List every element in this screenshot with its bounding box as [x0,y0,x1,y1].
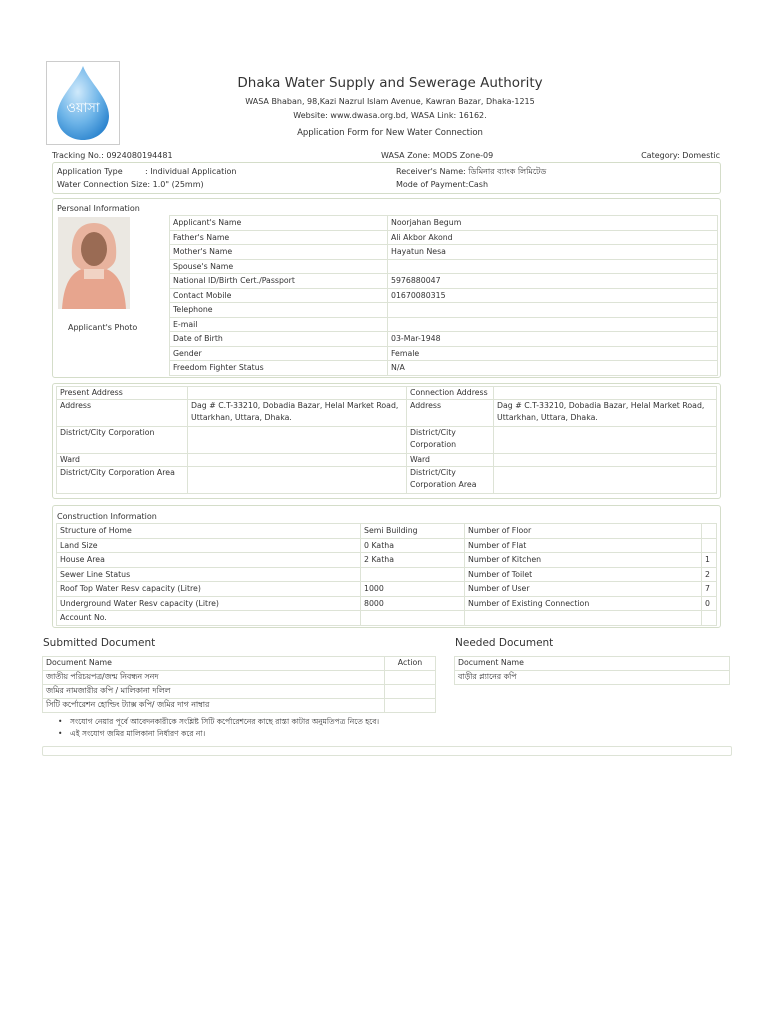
personal-info-row [170,230,718,245]
construction-value-2 [702,611,717,626]
connection-address-value: Dag # C.T-33210, Dobadia Bazar, Helal Market Road, Uttarkhan, Uttara, Dhaka. [494,400,717,427]
footer-bar [42,746,732,756]
address-table [56,386,717,494]
personal-info-row [170,288,718,303]
wasa-zone: WASA Zone: MODS Zone-09 [381,151,494,160]
connection-address-label: District/City Corporation Area [407,467,494,494]
category: Category: Domestic [641,151,720,160]
construction-title: Construction Information [57,512,157,521]
field-label: Spouse's Name [170,259,388,274]
construction-row [57,553,717,568]
field-value: Hayatun Nesa [388,245,718,260]
org-title: Dhaka Water Supply and Sewerage Authority [237,75,543,91]
address-row [57,400,717,427]
field-value: 5976880047 [388,274,718,289]
document-name: জমির নামজারীর কপি / মালিকানা দলিল [43,685,385,699]
construction-label: Land Size [57,538,361,553]
construction-label-2: Number of Floor [465,524,702,539]
field-value: Ali Akbor Akond [388,230,718,245]
construction-row [57,582,717,597]
address-row [57,427,717,454]
present-address-label: Address [57,400,188,427]
personal-info-table [169,215,718,376]
personal-info-row [170,361,718,376]
connection-address-title: Connection Address [407,387,494,400]
field-label: Contact Mobile [170,288,388,303]
field-value [388,317,718,332]
field-label: Gender [170,346,388,361]
submitted-doc-row [43,685,436,699]
construction-value [361,611,465,626]
address-box [52,383,721,499]
construction-value-2 [702,538,717,553]
field-value: 01670080315 [388,288,718,303]
construction-label-2: Number of Existing Connection [465,596,702,611]
document-name: সিটি কর্পোরেশন হোল্ডিং ট্যাক্স কপি/ জমির দাগ নাম্বার [43,699,385,713]
application-box [52,162,721,194]
address-row [57,454,717,467]
field-label: Freedom Fighter Status [170,361,388,376]
construction-label-2: Number of Kitchen [465,553,702,568]
construction-table [56,523,717,626]
present-address-title: Present Address [57,387,188,400]
present-address-value [188,427,407,454]
construction-value-2: 0 [702,596,717,611]
personal-info-row [170,346,718,361]
construction-value: 2 Katha [361,553,465,568]
note-2: • এই সংযোগ জমির মালিকানা নির্ধারণ করে না। [58,729,206,738]
needed-doc-row [455,671,730,685]
field-value: 03-Mar-1948 [388,332,718,347]
submitted-doc-table [42,656,436,713]
present-address-label: District/City Corporation Area [57,467,188,494]
personal-info-row [170,303,718,318]
empty-cell [494,387,717,400]
logo-text: ওয়াসা [66,101,100,116]
empty-cell [188,387,407,400]
field-label: Applicant's Name [170,216,388,231]
construction-label: Roof Top Water Resv capacity (Litre) [57,582,361,597]
connection-address-value [494,467,717,494]
receiver-value: : ডিমিনার ব্যাংক লিমিটেড [463,167,547,176]
submitted-doc-row [43,671,436,685]
construction-label-2: Number of User [465,582,702,597]
field-value [388,303,718,318]
address-row [57,467,717,494]
field-value [388,259,718,274]
submitted-doc-row [43,699,436,713]
col-document-name: Document Name [43,657,385,671]
construction-label-2: Number of Toilet [465,567,702,582]
field-label: National ID/Birth Cert./Passport [170,274,388,289]
col-action: Action [385,657,436,671]
construction-value: 1000 [361,582,465,597]
org-website: Website: www.dwasa.org.bd, WASA Link: 16162. [293,111,487,120]
construction-value-2: 2 [702,567,717,582]
note-text: এই সংযোগ জমির মালিকানা নির্ধারণ করে না। [70,729,206,738]
document-action [385,699,436,713]
wasa-logo [46,61,120,145]
construction-value: Semi Building [361,524,465,539]
field-label: Telephone [170,303,388,318]
connection-address-label: Address [407,400,494,427]
submitted-doc-title: Submitted Document [43,637,156,649]
construction-label: Account No. [57,611,361,626]
field-label: Mother's Name [170,245,388,260]
field-value: Noorjahan Begum [388,216,718,231]
document-name: জাতীয় পরিচয়পত্র/জন্ম নিবন্ধন সনদ [43,671,385,685]
construction-value-2: 1 [702,553,717,568]
field-label: Father's Name [170,230,388,245]
needed-doc-table [454,656,730,685]
present-address-value [188,454,407,467]
construction-label-2: Number of Flat [465,538,702,553]
connection-address-label: Ward [407,454,494,467]
personal-info-row [170,332,718,347]
personal-info-row [170,317,718,332]
construction-value: 0 Katha [361,538,465,553]
field-label: E-mail [170,317,388,332]
personal-info-title: Personal Information [57,204,140,213]
personal-info-row [170,245,718,260]
personal-info-box [52,198,721,378]
construction-label: House Area [57,553,361,568]
connection-address-value [494,454,717,467]
application-type-label: Application Type [57,167,123,176]
col-document-name: Document Name [455,657,730,671]
document-name: বাড়ীর প্ল্যানের কপি [455,671,730,685]
construction-row [57,538,717,553]
needed-doc-title: Needed Document [455,637,554,649]
construction-value-2 [702,524,717,539]
connection-address-label: District/City Corporation [407,427,494,454]
payment-mode: Mode of Payment:Cash [396,180,489,189]
tracking-no: Tracking No.: 0924080194481 [52,151,173,160]
construction-value [361,567,465,582]
field-value: N/A [388,361,718,376]
note-text: সংযোগ নেয়ার পূর্বে আবেদনকারীকে সংশ্লিষ্ট সিটি কর্পোরেশনের কাছে রাস্তা কাটার অনুমতিপত্র নিতে হবে। [70,717,380,726]
construction-box [52,505,721,628]
present-address-value [188,467,407,494]
construction-row [57,567,717,582]
construction-label: Sewer Line Status [57,567,361,582]
document-action [385,671,436,685]
photo-label: Applicant's Photo [68,323,138,332]
present-address-label: District/City Corporation [57,427,188,454]
org-address: WASA Bhaban, 98,Kazi Nazrul Islam Avenue, Kawran Bazar, Dhaka-1215 [245,97,535,106]
construction-label: Structure of Home [57,524,361,539]
field-value: Female [388,346,718,361]
construction-value: 8000 [361,596,465,611]
form-title: Application Form for New Water Connection [297,128,483,138]
construction-label-2 [465,611,702,626]
personal-info-row [170,259,718,274]
document-action [385,685,436,699]
applicant-photo [58,217,130,309]
construction-label: Underground Water Resv capacity (Litre) [57,596,361,611]
note-1: • সংযোগ নেয়ার পূর্বে আবেদনকারীকে সংশ্লিষ্ট সিটি কর্পোরেশনের কাছে রাস্তা কাটার অনুমতিপত্র নিতে হবে। [58,717,380,726]
personal-info-row [170,216,718,231]
receiver-label: Receiver's Name [396,167,464,176]
construction-row [57,524,717,539]
field-label: Date of Birth [170,332,388,347]
application-type-value: : Individual Application [145,167,237,176]
connection-address-value [494,427,717,454]
construction-row [57,596,717,611]
connection-size: Water Connection Size: 1.0" (25mm) [57,180,204,189]
construction-value-2: 7 [702,582,717,597]
construction-row [57,611,717,626]
present-address-value: Dag # C.T-33210, Dobadia Bazar, Helal Market Road, Uttarkhan, Uttara, Dhaka. [188,400,407,427]
personal-info-row [170,274,718,289]
present-address-label: Ward [57,454,188,467]
